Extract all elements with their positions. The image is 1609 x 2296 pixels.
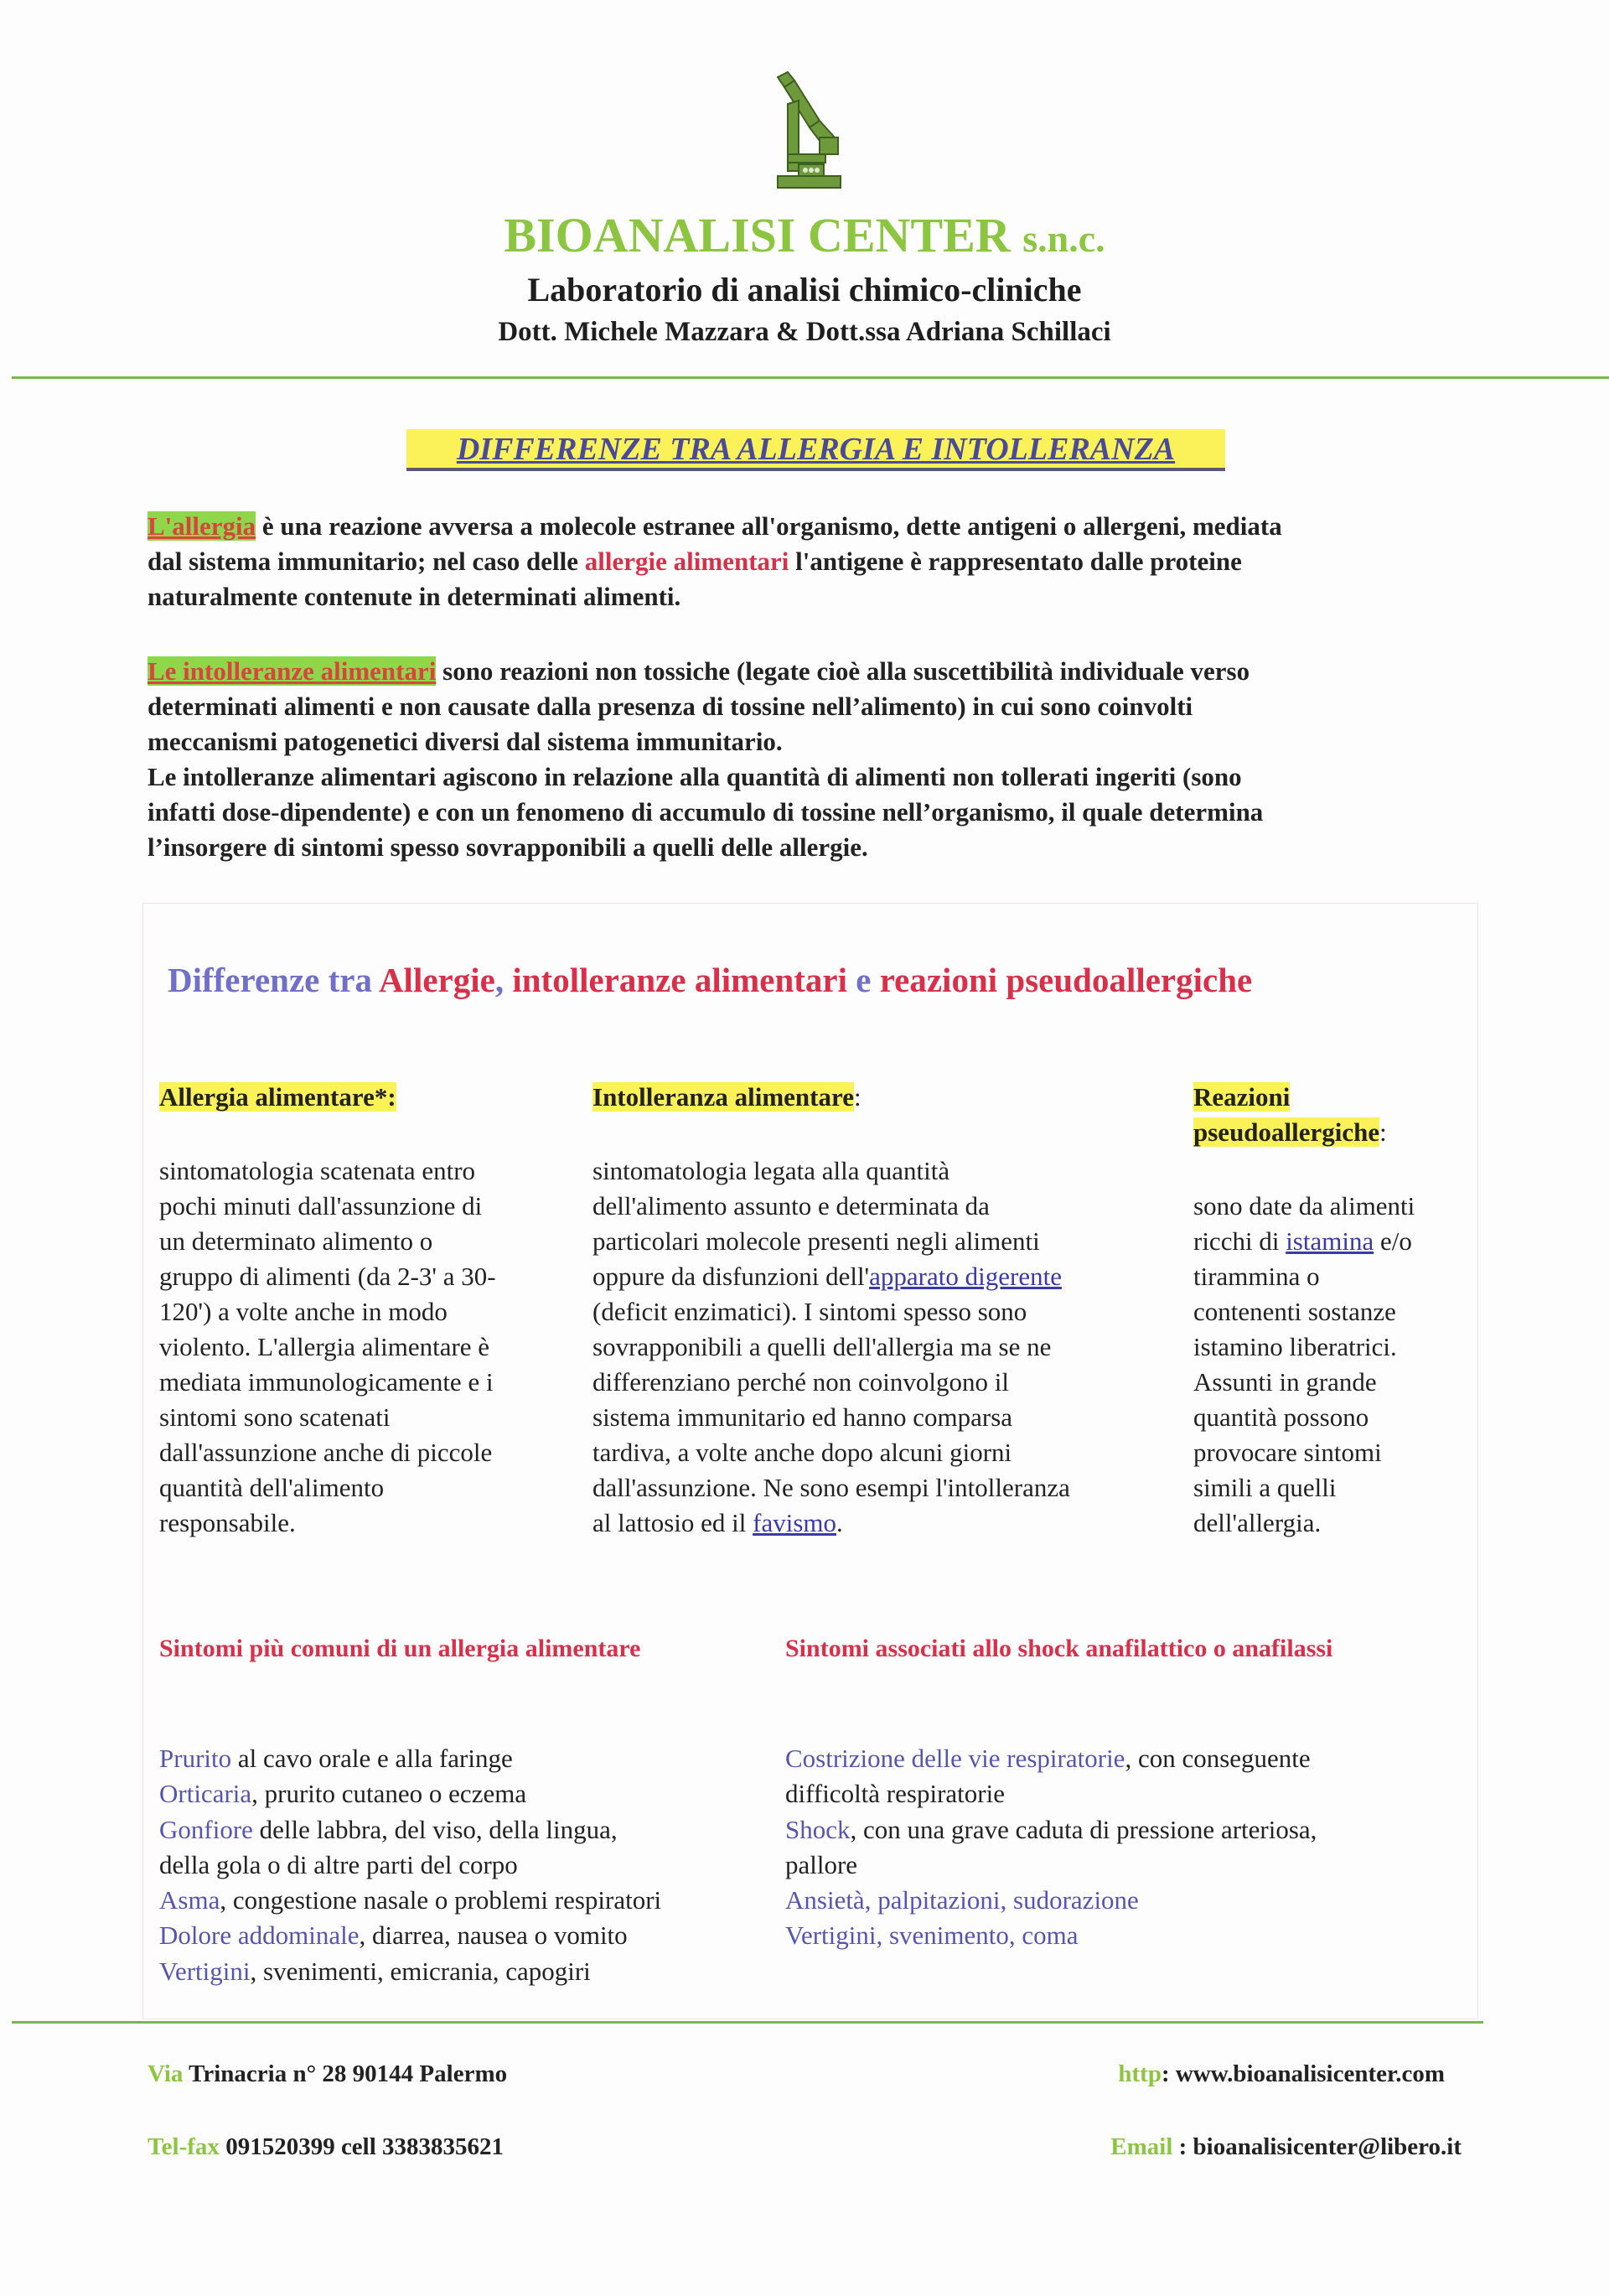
- title-part: e: [847, 961, 880, 999]
- term-allergy: L'allergia: [147, 511, 256, 541]
- heading-text: Intolleranza alimentare: [592, 1082, 854, 1112]
- text-line: pochi minuti dall'assunzione di: [159, 1191, 483, 1221]
- symptom-text: difficoltà respiratorie: [785, 1779, 1005, 1809]
- title-part: intolleranze alimentari: [512, 961, 847, 999]
- text-line: gruppo di alimenti (da 2-3' a 30-: [159, 1262, 496, 1291]
- text-line: mediata immunologicamente e i: [159, 1367, 494, 1397]
- heading-colon: :: [853, 1082, 861, 1112]
- list-item: [785, 1812, 1317, 1848]
- footer-phone: [147, 2133, 504, 2161]
- column-heading-pseudoallergic: [1193, 1080, 1387, 1150]
- text-line: oppure da disfunzioni dell': [592, 1262, 870, 1291]
- text-line: dall'assunzione. Ne sono esempi l'intolleranza: [592, 1473, 1070, 1502]
- text-line: l’insorgere di sintomi spesso sovrapponibili a quelli delle allergie.: [147, 832, 868, 862]
- text-line: .: [836, 1508, 843, 1537]
- title-part: reazioni pseudoallergiche: [879, 961, 1253, 999]
- phone-text: 091520399 cell 3383835621: [219, 2133, 504, 2160]
- column-allergy-text: [159, 1153, 496, 1541]
- text-line: l'antigene è rappresentato dalle proteine: [789, 547, 1242, 576]
- section-title-differences: DIFFERENZE TRA ALLERGIA E INTOLLERANZA: [406, 429, 1225, 471]
- title-part: Differenze tra: [168, 961, 379, 999]
- link-digestive-system[interactable]: apparato digerente: [869, 1262, 1062, 1291]
- text-line: sintomatologia scatenata entro: [159, 1156, 476, 1185]
- text-line: naturalmente contenute in determinati alimenti.: [147, 582, 681, 611]
- text-line: è una reazione avversa a molecole estranee all'organismo, dette antigeni o allergeni, mediata: [256, 511, 1282, 541]
- list-item: [159, 1741, 661, 1776]
- anaphylaxis-symptoms-list: [785, 1741, 1317, 1954]
- link-favism[interactable]: favismo: [753, 1508, 837, 1537]
- symptom-text: , svenimenti, emicrania, capogiri: [250, 1956, 591, 1986]
- column-heading-allergy: [159, 1080, 396, 1115]
- symptom-key: Prurito: [159, 1744, 232, 1773]
- text-line: dall'assunzione anche di piccole: [159, 1438, 493, 1467]
- list-item: [159, 1812, 661, 1848]
- symptom-key: Dolore addominale: [159, 1920, 360, 1951]
- text-line: contenenti sostanze: [1193, 1297, 1396, 1326]
- symptoms-anaphylaxis-heading: Sintomi associati allo shock anafilattico o anafilassi: [785, 1635, 1333, 1662]
- text-line: Le intolleranze alimentari agiscono in relazione alla quantità di alimenti non tollerati ingeriti (sono: [147, 762, 1242, 791]
- text-line: tardiva, a volte anche dopo alcuni giorni: [592, 1438, 1012, 1467]
- text-line: violento. L'allergia alimentare è: [159, 1332, 490, 1361]
- footer-website: [1118, 2060, 1445, 2088]
- symptom-text: , con una grave caduta di pressione arteriosa,: [850, 1814, 1317, 1844]
- text-line: infatti dose-dipendente) e con un fenomeno di accumulo di tossine nell’organismo, il quale determina: [147, 797, 1264, 827]
- doctors-names: Dott. Michele Mazzara & Dott.ssa Adriana Schillaci: [498, 317, 1111, 347]
- website-link[interactable]: : www.bioanalisicenter.com: [1161, 2060, 1445, 2087]
- symptoms-allergy-heading: Sintomi più comuni di un allergia alimentare: [159, 1635, 641, 1662]
- text-line: ricchi di: [1193, 1226, 1286, 1256]
- text-line: quantità possono: [1193, 1402, 1369, 1432]
- list-item: [159, 1883, 661, 1918]
- text-line: sistema immunitario ed hanno comparsa: [592, 1402, 1013, 1432]
- text-line: un determinato alimento o: [159, 1226, 433, 1256]
- term-intolerances: Le intolleranze alimentari: [147, 656, 437, 686]
- text-line: e/o: [1374, 1226, 1412, 1256]
- symptom-key: Costrizione delle vie respiratorie: [785, 1744, 1125, 1773]
- symptom-key: Shock: [785, 1814, 851, 1844]
- list-item: [785, 1776, 1317, 1811]
- heading-text: pseudoallergiche: [1193, 1117, 1380, 1147]
- heading-text: Allergia alimentare*:: [159, 1082, 396, 1112]
- paragraph-allergy: [147, 509, 1282, 614]
- website-label: http: [1118, 2060, 1161, 2087]
- microscope-logo-icon: [769, 70, 849, 189]
- text-line: tirammina o: [1193, 1262, 1320, 1291]
- list-item: [159, 1918, 661, 1953]
- lab-subtitle: Laboratorio di analisi chimico-cliniche: [527, 271, 1082, 308]
- comparison-title: [168, 960, 1252, 1000]
- text-line: Assunti in grande: [1193, 1367, 1377, 1397]
- allergy-symptoms-list: [159, 1741, 661, 1989]
- symptom-key: Vertigini: [159, 1956, 251, 1986]
- list-item: [785, 1741, 1317, 1776]
- email-link[interactable]: : bioanalisicenter@libero.it: [1172, 2133, 1462, 2160]
- column-intolerance-text: [592, 1153, 1070, 1541]
- title-part: Allergie: [378, 961, 495, 999]
- text-line: particolari molecole presenti negli alimenti: [592, 1226, 1040, 1256]
- list-item: [785, 1883, 1317, 1918]
- symptom-text: al cavo orale e alla faringe: [231, 1744, 513, 1773]
- column-heading-intolerance: [592, 1080, 861, 1115]
- list-item: [159, 1776, 661, 1811]
- brand-name: BIOANALISI CENTER: [504, 208, 1011, 262]
- text-line: dell'allergia.: [1193, 1508, 1322, 1537]
- symptom-key: Ansietà, palpitazioni, sudorazione: [785, 1885, 1139, 1915]
- text-line: sintomi sono scatenati: [159, 1402, 391, 1432]
- text-line: provocare sintomi: [1193, 1438, 1382, 1467]
- symptom-key: Asma: [159, 1885, 220, 1915]
- symptom-text: pallore: [785, 1849, 858, 1879]
- text-line: responsabile.: [159, 1508, 296, 1537]
- text-line: 120') a volte anche in modo: [159, 1297, 448, 1326]
- text-line: differenziano perché non coinvolgono il: [592, 1367, 1009, 1397]
- text-line: sono date da alimenti: [1193, 1191, 1415, 1221]
- phone-label: Tel-fax: [147, 2133, 220, 2160]
- symptom-key: Orticaria: [159, 1779, 252, 1809]
- text-line: sintomatologia legata alla quantità: [592, 1156, 950, 1185]
- text-line: (deficit enzimatici). I sintomi spesso sono: [592, 1297, 1027, 1326]
- symptom-text: delle labbra, del viso, della lingua,: [252, 1814, 618, 1844]
- brand-title: [0, 206, 1609, 268]
- text-line: sono reazioni non tossiche (legate cioè alla suscettibilità individuale verso: [436, 656, 1250, 686]
- symptom-key: Vertigini, svenimento, coma: [785, 1920, 1079, 1951]
- heading-text: Reazioni: [1193, 1082, 1291, 1112]
- address-label: Via: [147, 2060, 184, 2087]
- highlight-food-allergies: allergie alimentari: [584, 547, 789, 576]
- symptom-text: , prurito cutaneo o eczema: [251, 1779, 527, 1809]
- brand-suffix: s.n.c.: [1022, 217, 1105, 260]
- title-part: ,: [494, 961, 513, 999]
- symptom-text: , congestione nasale o problemi respiratori: [220, 1885, 662, 1915]
- list-item: [785, 1918, 1317, 1953]
- symptom-text: , con conseguente: [1125, 1744, 1311, 1773]
- paragraph-intolerance: [147, 654, 1263, 865]
- text-line: dal sistema immunitario; nel caso delle: [147, 547, 585, 576]
- list-item: [159, 1848, 661, 1883]
- link-histamine[interactable]: istamina: [1286, 1226, 1374, 1256]
- footer-address: [147, 2060, 507, 2088]
- text-line: determinati alimenti e non causate dalla presenza di tossine nell’alimento) in cui sono coinvolti: [147, 692, 1193, 721]
- header-divider: [12, 376, 1609, 379]
- symptom-key: Gonfiore: [159, 1814, 253, 1844]
- email-label: Email: [1110, 2133, 1173, 2160]
- address-text: Trinacria n° 28 90144 Palermo: [183, 2060, 508, 2087]
- footer-email: [1110, 2133, 1462, 2161]
- heading-colon: :: [1379, 1117, 1387, 1147]
- list-item: [785, 1848, 1317, 1883]
- text-line: dell'alimento assunto e determinata da: [592, 1191, 990, 1221]
- text-line: sovrapponibili a quelli dell'allergia ma se ne: [592, 1332, 1052, 1361]
- text-line: simili a quelli: [1193, 1473, 1337, 1502]
- text-line: istamino liberatrici.: [1193, 1332, 1397, 1361]
- text-line: al lattosio ed il: [592, 1508, 753, 1537]
- symptom-text: , diarrea, nausea o vomito: [359, 1920, 628, 1951]
- footer-divider: [12, 2021, 1483, 2024]
- symptom-text: della gola o di altre parti del corpo: [159, 1849, 518, 1879]
- text-line: meccanismi patogenetici diversi dal sistema immunitario.: [147, 727, 783, 756]
- text-line: quantità dell'alimento: [159, 1473, 385, 1502]
- column-pseudoallergic-text: [1193, 1189, 1415, 1541]
- list-item: [159, 1954, 661, 1989]
